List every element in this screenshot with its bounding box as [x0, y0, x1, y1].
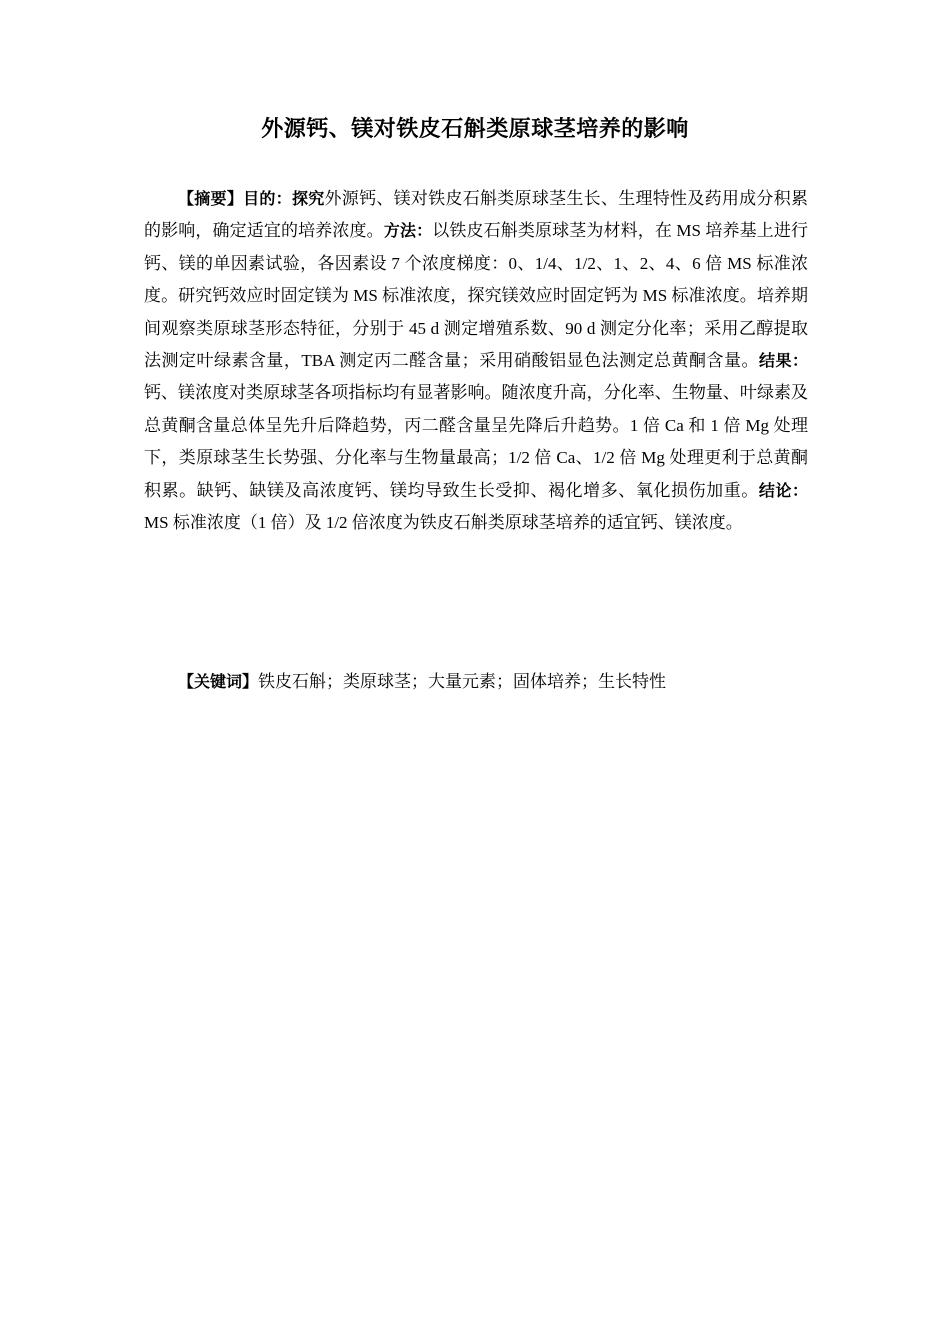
abstract-paragraph — [144, 183, 808, 539]
result-text: 钙、镁浓度对类原球茎各项指标均有显著影响。随浓度升高，分化率、生物量、叶绿素及总黄酮含量总体呈先升后降趋势，丙二醛含量呈先降后升趋势。1 倍 Ca 和 1 倍 Mg 处理下，类原球茎生长势强、分化率与生物量最高；1/2 倍 Ca、1/2 倍 Mg 处理更利于总黄酮积累。缺钙、缺镁及高浓度钙、镁均导致生长受抑、褐化增多、氧化损伤加重。 — [144, 383, 808, 500]
keywords-label: 【关键词】 — [178, 672, 259, 691]
purpose-lead: 探究 — [291, 189, 325, 208]
keywords-text: 铁皮石斛；类原球茎；大量元素；固体培养；生长特性 — [258, 672, 667, 691]
conclusion-text: MS 标准浓度（1 倍）及 1/2 倍浓度为铁皮石斛类原球茎培养的适宜钙、镁浓度。 — [144, 513, 743, 533]
document-title: 外源钙、镁对铁皮石斛类原球茎培养的影响 — [261, 117, 689, 142]
keywords-paragraph — [144, 666, 808, 698]
result-label: 结果： — [759, 351, 808, 371]
method-label: 方法： — [383, 221, 433, 241]
purpose-label: 目的： — [243, 189, 292, 208]
purpose-text: 外源钙、镁对铁皮石斛类原球茎生长、生理特性及药用成分积累的影响，确定适宜的培养浓度。 — [144, 189, 808, 241]
conclusion-label: 结论： — [758, 480, 808, 500]
abstract-label: 【摘要】 — [178, 189, 244, 208]
method-text: 以铁皮石斛类原球茎为材料，在 MS 培养基上进行钙、镁的单因素试验，各因素设 7 个浓度梯度：0、1/4、1/2、1、2、4、6 倍 MS 标准浓度。研究钙效应时固定镁为 MS 标准浓度，探究镁效应时固定钙为 MS 标准浓度。培养期间观察类原球茎形态特征，分别于 45 d 测定增殖系数、90 d 测定分化率；采用乙醇提取法测定叶绿素含量，TBA 测定丙二醛含量；采用硝酸铝显色法测定总黄酮含量。 — [144, 221, 808, 371]
